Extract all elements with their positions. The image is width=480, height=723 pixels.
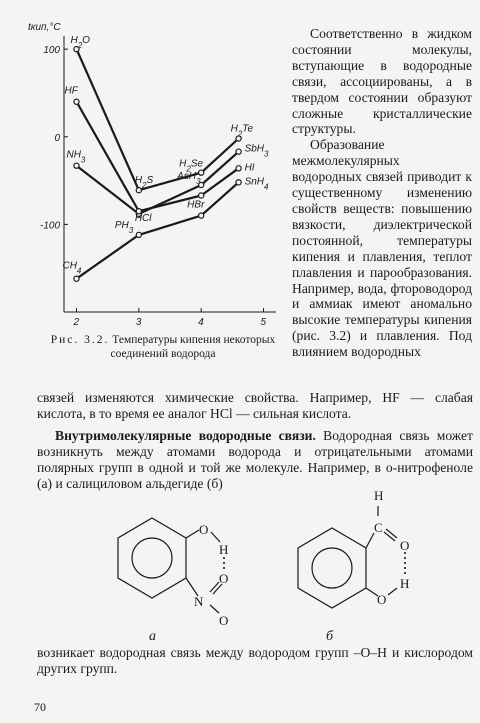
series-line-2 bbox=[77, 102, 239, 212]
molecule-a-label: а bbox=[149, 629, 156, 644]
point-label-hbr: HBr bbox=[187, 199, 205, 211]
point-label-group bbox=[62, 35, 269, 275]
y-tick-label-0: 100 bbox=[43, 45, 60, 57]
boiling-point-chart bbox=[28, 18, 280, 328]
paragraph-1: Соответственно в жидком состоянии молекулы, вступающие в водородные связи, ассоциированы, а в твердом состоянии образуют сложные кристаллические структуры. bbox=[292, 26, 472, 137]
data-point-0-2 bbox=[199, 213, 204, 218]
data-point-3-2 bbox=[199, 170, 204, 175]
body-continuation bbox=[37, 390, 473, 422]
point-label-h2te: $H_2Te$ bbox=[230, 123, 254, 139]
point-label-ph3: $PH_3$ bbox=[114, 219, 134, 235]
y-tick-label-2: -100 bbox=[39, 220, 60, 232]
data-point-2-3 bbox=[236, 166, 241, 171]
data-point-0-1 bbox=[136, 232, 141, 237]
series-group bbox=[74, 47, 241, 282]
point-label-h2o: $H_2O$ bbox=[70, 35, 90, 50]
data-point-1-0 bbox=[74, 163, 79, 168]
y-tick-label-1: 0 bbox=[54, 132, 60, 144]
point-label-nh3: $NH_3$ bbox=[66, 149, 86, 165]
data-point-0-3 bbox=[236, 180, 241, 185]
right-column-text bbox=[292, 26, 472, 360]
atom-a-o2: O bbox=[219, 571, 229, 586]
point-label-ash3: AsH$_3$ bbox=[177, 170, 201, 186]
atom-a-h: H bbox=[219, 542, 229, 557]
atom-b-h2: H bbox=[400, 576, 410, 591]
y-axis-label: tкип,°C bbox=[28, 22, 61, 33]
atom-b-h: H bbox=[374, 488, 384, 503]
point-label-hi: HI bbox=[244, 162, 255, 174]
paragraph-2: Образование межмолекулярных водородных связей приводит к существенному изменению свойств веществ: повышению вязкости, диэлектрической постоянной, температуры кипения и плавления, теплот плавления и парообразования. Например, вода, фтороводород и аммиак имеют аномально высокие температуры кипения (рис. 3.2) и плавления. Под влиянием водородных bbox=[292, 137, 472, 360]
page-number: 70 bbox=[34, 700, 46, 714]
atom-a-n: N bbox=[194, 594, 204, 609]
point-label-h2se: $H_2Se$ bbox=[179, 158, 204, 174]
data-point-1-3 bbox=[236, 149, 241, 154]
point-label-hf: HF bbox=[64, 85, 78, 97]
series-line-3 bbox=[77, 49, 239, 190]
data-point-2-2 bbox=[199, 193, 204, 198]
point-label-ch4: $CH_4$ bbox=[62, 260, 82, 276]
data-point-2-0 bbox=[74, 99, 79, 104]
paragraph-end: возникает водородная связь между водородом групп –O–H и кислородом других групп. bbox=[37, 645, 473, 676]
atom-a-o3: O bbox=[219, 613, 229, 628]
point-label-hcl: HCl bbox=[134, 213, 152, 225]
data-point-3-1 bbox=[136, 188, 141, 193]
figure-caption bbox=[48, 333, 278, 361]
atom-b-c: C bbox=[374, 520, 383, 535]
x-tick-label-1: 3 bbox=[135, 317, 142, 328]
x-tick-label-0: 2 bbox=[73, 317, 80, 328]
point-label-snh4: SnH$_4$ bbox=[244, 176, 269, 191]
point-label-sbh3: SbH$_3$ bbox=[244, 143, 269, 159]
molecule-b bbox=[298, 506, 405, 608]
caption-text: Температуры кипения некоторых соединений водорода bbox=[110, 334, 276, 360]
caption-label: Рис. 3.2. bbox=[50, 334, 110, 346]
x-tick-label-3: 5 bbox=[260, 317, 267, 328]
molecule-b-label: б bbox=[326, 629, 334, 644]
body-end bbox=[37, 645, 473, 677]
atom-b-o1: O bbox=[400, 538, 410, 553]
data-point-0-0 bbox=[74, 276, 79, 281]
atom-b-o2: O bbox=[377, 592, 387, 607]
point-label-h2s: $H_2S$ bbox=[134, 175, 154, 190]
atom-a-o1: O bbox=[199, 522, 209, 537]
molecule-diagrams bbox=[0, 478, 480, 643]
section-run-head: Внутримолекулярные водородные связи. bbox=[55, 428, 316, 443]
paragraph-cont: связей изменяются химические свойства. Например, HF — слабая кислота, в то время ее аналог HCl — сильная кислота. bbox=[37, 390, 473, 421]
series-line-0 bbox=[77, 182, 239, 278]
x-tick-label-2: 4 bbox=[198, 317, 204, 328]
section-text: Водородная связь может возникнуть между атомами водорода и отрицательными атомами полярных групп в одной и той же молекуле. Например, в о-нитрофеноле (а) и салициловом альдегиде (б) bbox=[37, 428, 473, 491]
